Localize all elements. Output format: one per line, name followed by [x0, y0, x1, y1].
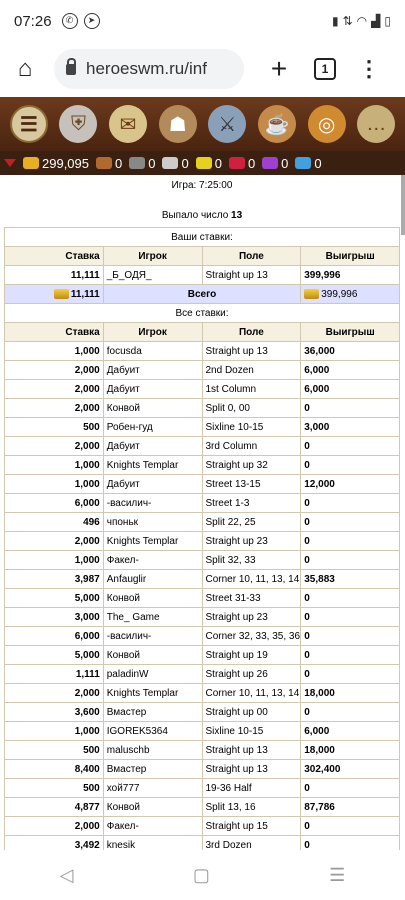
- bet-field: Split 22, 25: [202, 513, 301, 532]
- bet-stake: 3,000: [5, 608, 104, 627]
- table-row: [5, 456, 400, 475]
- resource-bar: [0, 151, 405, 175]
- signal-icon: ▟: [371, 14, 381, 28]
- inventory-bag-icon[interactable]: ☗: [159, 105, 197, 143]
- home-icon[interactable]: ⌂: [17, 55, 33, 82]
- ore-icon: [129, 157, 145, 169]
- crystal-value: 0: [247, 155, 256, 171]
- table-row: [5, 779, 400, 798]
- bet-stake: 500: [5, 779, 104, 798]
- table-row: [5, 570, 400, 589]
- bet-stake: 3,492: [5, 836, 104, 851]
- bet-win: 3,000: [301, 418, 400, 437]
- table-row: [5, 399, 400, 418]
- bet-player[interactable]: IGOREK5364: [103, 722, 202, 741]
- bet-stake: 2,000: [5, 817, 104, 836]
- table-row: [5, 798, 400, 817]
- bet-win: 0: [301, 779, 400, 798]
- bet-player[interactable]: -василич-: [103, 494, 202, 513]
- header-stake: Ставка: [5, 247, 104, 266]
- bet-win: 6,000: [301, 380, 400, 399]
- bet-stake: 496: [5, 513, 104, 532]
- diamond-icon: [295, 157, 311, 169]
- wood-value: 0: [115, 155, 123, 171]
- bet-field: Corner 10, 11, 13, 14: [202, 570, 301, 589]
- bet-stake: 5,000: [5, 589, 104, 608]
- table-row: [5, 646, 400, 665]
- bet-stake: 3,600: [5, 703, 104, 722]
- chat-bubble-icon[interactable]: …: [357, 105, 395, 143]
- total-stake: 11,111: [70, 288, 100, 300]
- bet-player[interactable]: Конвой: [103, 646, 202, 665]
- your-bets-title: Ваши ставки:: [5, 228, 400, 247]
- table-row: [5, 684, 400, 703]
- bet-win: 0: [301, 817, 400, 836]
- bet-player[interactable]: хой777: [103, 779, 202, 798]
- bet-stake: 11,111: [5, 266, 104, 285]
- bet-stake: 6,000: [5, 494, 104, 513]
- bet-stake: 5,000: [5, 646, 104, 665]
- roulette-results: [4, 175, 400, 850]
- bet-player[interactable]: Knights Templar: [103, 456, 202, 475]
- bet-player[interactable]: Факел-: [103, 817, 202, 836]
- bet-player[interactable]: чпоньк: [103, 513, 202, 532]
- bet-win: 0: [301, 646, 400, 665]
- bet-field: Straight up 19: [202, 646, 301, 665]
- bet-win: 0: [301, 665, 400, 684]
- bet-field: Straight up 13: [202, 741, 301, 760]
- header-win: Выигрыш: [301, 323, 400, 342]
- roulette-icon[interactable]: ◎: [308, 105, 346, 143]
- bet-stake: 500: [5, 418, 104, 437]
- battery-icon: ▯: [384, 14, 391, 28]
- bet-field: Street 13-15: [202, 475, 301, 494]
- table-row: [5, 722, 400, 741]
- main-menu-icon[interactable]: ☰: [10, 105, 48, 143]
- recents-icon[interactable]: ☰: [329, 864, 346, 885]
- back-icon[interactable]: ◁: [59, 864, 74, 885]
- bet-field: 2nd Dozen: [202, 361, 301, 380]
- table-row: [5, 361, 400, 380]
- bet-player[interactable]: Anfauglir: [103, 570, 202, 589]
- home-button-icon[interactable]: ▢: [192, 864, 210, 885]
- total-row: [5, 285, 400, 304]
- table-row: [5, 475, 400, 494]
- game-time: Игра: 7:25:00: [171, 180, 233, 191]
- gold-icon: [23, 157, 39, 169]
- gold-icon: [54, 289, 69, 299]
- more-menu-icon[interactable]: ⋮: [358, 56, 380, 81]
- bet-field: Straight up 00: [202, 703, 301, 722]
- android-nav-bar: [0, 850, 405, 900]
- bet-player[interactable]: Дабуит: [103, 475, 202, 494]
- table-row: [5, 266, 400, 285]
- bet-player[interactable]: Конвой: [103, 399, 202, 418]
- total-win: 399,996: [321, 288, 358, 300]
- bet-stake: 3,987: [5, 570, 104, 589]
- bet-player: _Б_ОДЯ_: [103, 266, 202, 285]
- bet-player[interactable]: focusda: [103, 342, 202, 361]
- bet-player[interactable]: Knights Templar: [103, 684, 202, 703]
- status-bar: [0, 0, 405, 42]
- bet-player[interactable]: Дабуит: [103, 437, 202, 456]
- bet-stake: 1,000: [5, 342, 104, 361]
- knight-helmet-icon[interactable]: ⛨: [59, 105, 97, 143]
- all-bets-title: Все ставки:: [5, 304, 400, 323]
- total-win-cell: [301, 285, 400, 304]
- table-row: [5, 418, 400, 437]
- table-row: [5, 760, 400, 779]
- bet-win: 0: [301, 399, 400, 418]
- bet-field: Corner 32, 33, 35, 36: [202, 627, 301, 646]
- table-row: [5, 532, 400, 551]
- bet-stake: 2,000: [5, 532, 104, 551]
- bet-stake: 500: [5, 741, 104, 760]
- winning-number-label: Выпало число: [161, 210, 229, 221]
- bet-player[interactable]: maluschb: [103, 741, 202, 760]
- bet-field: 3rd Column: [202, 437, 301, 456]
- clock: 07:26: [14, 12, 52, 30]
- tab-switcher-button[interactable]: 1: [314, 58, 336, 80]
- bet-player[interactable]: Конвой: [103, 589, 202, 608]
- wifi-icon: ◠: [356, 14, 368, 28]
- bet-win: 18,000: [301, 684, 400, 703]
- table-row: [5, 551, 400, 570]
- table-row: [5, 741, 400, 760]
- bet-win: 0: [301, 589, 400, 608]
- bet-field: Split 0, 00: [202, 399, 301, 418]
- header-field: Поле: [202, 323, 301, 342]
- bet-player[interactable]: The_ Game: [103, 608, 202, 627]
- bet-stake: 6,000: [5, 627, 104, 646]
- header-win: Выигрыш: [301, 247, 400, 266]
- bet-player[interactable]: Робен-гуд: [103, 418, 202, 437]
- table-row: [5, 836, 400, 851]
- bet-win: 0: [301, 608, 400, 627]
- bet-win: 0: [301, 437, 400, 456]
- bet-win: 6,000: [301, 722, 400, 741]
- sulfur-value: 0: [214, 155, 222, 171]
- table-row: [5, 494, 400, 513]
- bet-stake: 2,000: [5, 380, 104, 399]
- bet-field: Straight up 26: [202, 665, 301, 684]
- bet-stake: 1,000: [5, 722, 104, 741]
- table-row: [5, 380, 400, 399]
- bet-win: 0: [301, 627, 400, 646]
- bet-field: 19-36 Half: [202, 779, 301, 798]
- bet-player[interactable]: -василич-: [103, 627, 202, 646]
- bet-field: Straight up 13: [202, 266, 301, 285]
- bet-win: 0: [301, 494, 400, 513]
- header-player: Игрок: [103, 323, 202, 342]
- bet-field: Corner 10, 11, 13, 14: [202, 684, 301, 703]
- bet-win: 302,400: [301, 760, 400, 779]
- bet-win: 35,883: [301, 570, 400, 589]
- address-bar[interactable]: [54, 49, 244, 89]
- bet-player[interactable]: Вмастер: [103, 703, 202, 722]
- bet-player[interactable]: Вмастер: [103, 760, 202, 779]
- total-stake-cell: [5, 285, 104, 304]
- viber-icon: ✆: [62, 13, 78, 29]
- table-row: [5, 627, 400, 646]
- diamond-value: 0: [314, 155, 322, 171]
- bet-field: Street 31-33: [202, 589, 301, 608]
- bet-win: 399,996: [301, 266, 400, 285]
- map-icon[interactable]: ✉: [109, 105, 147, 143]
- bet-win: 0: [301, 836, 400, 851]
- bet-field: Straight up 15: [202, 817, 301, 836]
- winning-number-line: [4, 205, 400, 227]
- data-icon: ⇅: [342, 14, 353, 28]
- game-navigation: [0, 97, 405, 151]
- bet-field: Straight up 13: [202, 342, 301, 361]
- bet-field: Split 13, 16: [202, 798, 301, 817]
- scrollbar[interactable]: [401, 175, 405, 235]
- table-row: [5, 513, 400, 532]
- bet-stake: 1,000: [5, 475, 104, 494]
- bet-player[interactable]: Конвой: [103, 798, 202, 817]
- table-row: [5, 342, 400, 361]
- mercury-icon: [162, 157, 178, 169]
- bet-field: 3rd Dozen: [202, 836, 301, 851]
- bet-player[interactable]: Knights Templar: [103, 532, 202, 551]
- url-text: heroeswm.ru/inf: [86, 59, 207, 78]
- new-tab-button[interactable]: +: [270, 53, 288, 84]
- bet-win: 0: [301, 532, 400, 551]
- table-row: [5, 817, 400, 836]
- mercury-value: 0: [181, 155, 189, 171]
- bet-stake: 8,400: [5, 760, 104, 779]
- gold-value: 299,095: [42, 155, 89, 171]
- gems-value: 0: [281, 155, 289, 171]
- bet-win: 18,000: [301, 741, 400, 760]
- bet-player[interactable]: paladinW: [103, 665, 202, 684]
- lock-icon: [66, 64, 76, 75]
- bet-stake: 2,000: [5, 361, 104, 380]
- bet-stake: 2,000: [5, 437, 104, 456]
- bet-stake: 4,877: [5, 798, 104, 817]
- ore-value: 0: [148, 155, 156, 171]
- bet-win: 0: [301, 513, 400, 532]
- telegram-icon: ➤: [84, 13, 100, 29]
- crossed-swords-icon[interactable]: ⚔: [208, 105, 246, 143]
- header-field: Поле: [202, 247, 301, 266]
- bet-win: 6,000: [301, 361, 400, 380]
- bet-field: Split 32, 33: [202, 551, 301, 570]
- bet-win: 12,000: [301, 475, 400, 494]
- bet-stake: 1,000: [5, 551, 104, 570]
- total-label: Всего: [103, 285, 301, 304]
- sulfur-icon: [196, 157, 212, 169]
- bet-win: 87,786: [301, 798, 400, 817]
- your-bets-table: [4, 227, 400, 850]
- system-icons: [332, 14, 391, 28]
- bet-player[interactable]: Дабуит: [103, 361, 202, 380]
- header-player: Игрок: [103, 247, 202, 266]
- bet-stake: 1,000: [5, 456, 104, 475]
- bet-win: 0: [301, 456, 400, 475]
- header-stake: Ставка: [5, 323, 104, 342]
- table-row: [5, 608, 400, 627]
- browser-toolbar: [0, 42, 405, 96]
- bet-win: 0: [301, 703, 400, 722]
- gold-icon: [304, 289, 319, 299]
- bet-field: Straight up 23: [202, 532, 301, 551]
- bet-stake: 2,000: [5, 399, 104, 418]
- bet-player[interactable]: Дабуит: [103, 380, 202, 399]
- bet-player[interactable]: Факел-: [103, 551, 202, 570]
- bet-field: Straight up 13: [202, 760, 301, 779]
- winning-number: 13: [231, 210, 243, 221]
- bet-win: 0: [301, 551, 400, 570]
- bet-field: Sixline 10-15: [202, 418, 301, 437]
- table-row: [5, 665, 400, 684]
- bet-player[interactable]: knesik: [103, 836, 202, 851]
- bet-field: Street 1-3: [202, 494, 301, 513]
- bet-field: Straight up 32: [202, 456, 301, 475]
- crystal-icon: [229, 157, 245, 169]
- bet-field: Sixline 10-15: [202, 722, 301, 741]
- tavern-mug-icon[interactable]: ☕: [258, 105, 296, 143]
- bet-win: 36,000: [301, 342, 400, 361]
- bet-field: Straight up 23: [202, 608, 301, 627]
- bet-stake: 2,000: [5, 684, 104, 703]
- table-row: [5, 703, 400, 722]
- collapse-arrow-icon[interactable]: [4, 159, 16, 167]
- vibrate-icon: ▮: [332, 14, 339, 28]
- wood-icon: [96, 157, 112, 169]
- bet-field: 1st Column: [202, 380, 301, 399]
- table-row: [5, 589, 400, 608]
- bet-stake: 1,111: [5, 665, 104, 684]
- gems-icon: [262, 157, 278, 169]
- table-row: [5, 437, 400, 456]
